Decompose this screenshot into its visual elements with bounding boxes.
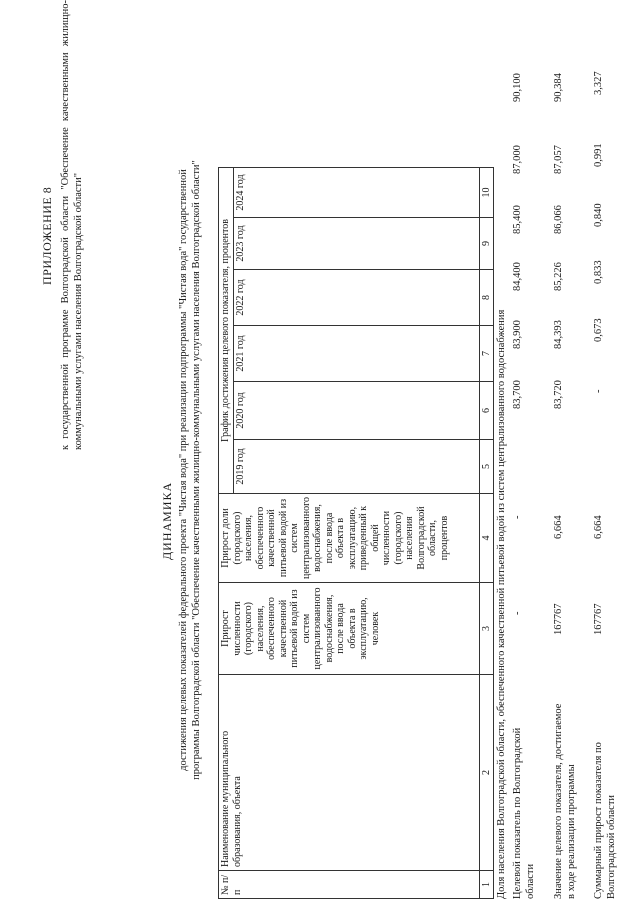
col-number-6: 6 <box>479 382 494 440</box>
col-number-3: 3 <box>479 583 494 675</box>
row-2-value-2019: 83,720 <box>553 380 564 409</box>
header-name: Наименование муниципального образования, объекта <box>219 675 480 871</box>
row-2-label: Значение целевого показателя, достигаемое в ходе реализации программы <box>553 703 577 899</box>
row-3-value-2019: - <box>593 389 604 393</box>
col-number-2: 2 <box>479 675 494 871</box>
col-number-1: 1 <box>479 871 494 899</box>
row-1-value-2022: 85,400 <box>512 205 523 234</box>
col-number-5: 5 <box>479 440 494 494</box>
row-2-share: 6,664 <box>553 515 564 539</box>
row-2-value-2024: 90,384 <box>553 73 564 102</box>
row-3-value-2023: 0,991 <box>593 143 604 167</box>
row-3-value-2021: 0,833 <box>593 260 604 284</box>
header-year-2021: 2021 год <box>233 326 479 382</box>
indicator-table <box>218 167 494 899</box>
row-1-value-2023: 87,000 <box>512 145 523 174</box>
header-no: № п/п <box>219 871 480 899</box>
header-year-2022: 2022 год <box>233 270 479 326</box>
document-subtitle: достижения целевых показателей федерального проекта "Чистая вода" при реализации подпрограммы "Чистая вода" государственной программы Волгоградской области "Обеспечение качественными жилищно-коммунальными услугами населения Волгоградской области" <box>178 160 202 780</box>
header-year-2024: 2024 год <box>233 168 479 218</box>
row-2-value-2023: 87,057 <box>553 145 564 174</box>
row-1-value-2020: 83,900 <box>512 320 523 349</box>
header-year-2020: 2020 год <box>233 382 479 440</box>
appendix-title: ПРИЛОЖЕНИЕ 8 <box>40 186 54 285</box>
row-3-share: 6,664 <box>593 515 604 539</box>
row-1-share: - <box>512 515 523 519</box>
header-year-2019: 2019 год <box>233 440 479 494</box>
row-2-people: 167767 <box>553 603 564 635</box>
row-2-value-2020: 84,393 <box>553 320 564 349</box>
appendix-text: к государственной программе Волгоградской области "Обеспечение качественными жилищно-коммунальными услугами населения Волгоградской области" <box>60 0 84 450</box>
row-1-people: - <box>512 611 523 615</box>
row-2-value-2021: 85,226 <box>553 262 564 291</box>
row-3-people: 167767 <box>593 603 604 635</box>
header-year-2023: 2023 год <box>233 218 479 270</box>
col-number-9: 9 <box>479 218 494 270</box>
row-3-value-2020: 0,673 <box>593 318 604 342</box>
row-1-value-2024: 90,100 <box>512 73 523 102</box>
col-number-8: 8 <box>479 270 494 326</box>
header-schedule: График достижения целевого показателя, процентов <box>219 168 234 494</box>
row-3-value-2024: 3,327 <box>593 71 604 95</box>
section-heading: Доля населения Волгоградской области, обеспеченного качественной питьевой водой из систем централизованного водоснабжения <box>496 309 507 899</box>
row-2-value-2022: 86,066 <box>553 205 564 234</box>
col-number-4: 4 <box>479 494 494 583</box>
header-growth-people: Прирост численности (городского) населения, обеспеченного качественной питьевой водой из систем централизованного водоснабжения, после ввода объекта в эксплуатацию, человек <box>219 583 480 675</box>
col-number-10: 10 <box>479 168 494 218</box>
document-title: ДИНАМИКА <box>160 481 174 560</box>
col-number-7: 7 <box>479 326 494 382</box>
row-1-value-2021: 84,400 <box>512 262 523 291</box>
row-3-label: Суммарный прирост показателя по Волгоградской области <box>593 742 617 899</box>
row-3-value-2022: 0,840 <box>593 203 604 227</box>
row-1-value-2019: 83,700 <box>512 380 523 409</box>
header-growth-share: Прирост доли (городского) населения, обеспеченного качественной питьевой водой из систем централизованного водоснабжения, после ввода объекта в эксплуатацию, приведенный к общей численности (городского) населения Волгоградской области, процентов <box>219 494 480 583</box>
row-1-label: Целевой показатель по Волгоградской области <box>512 727 536 899</box>
